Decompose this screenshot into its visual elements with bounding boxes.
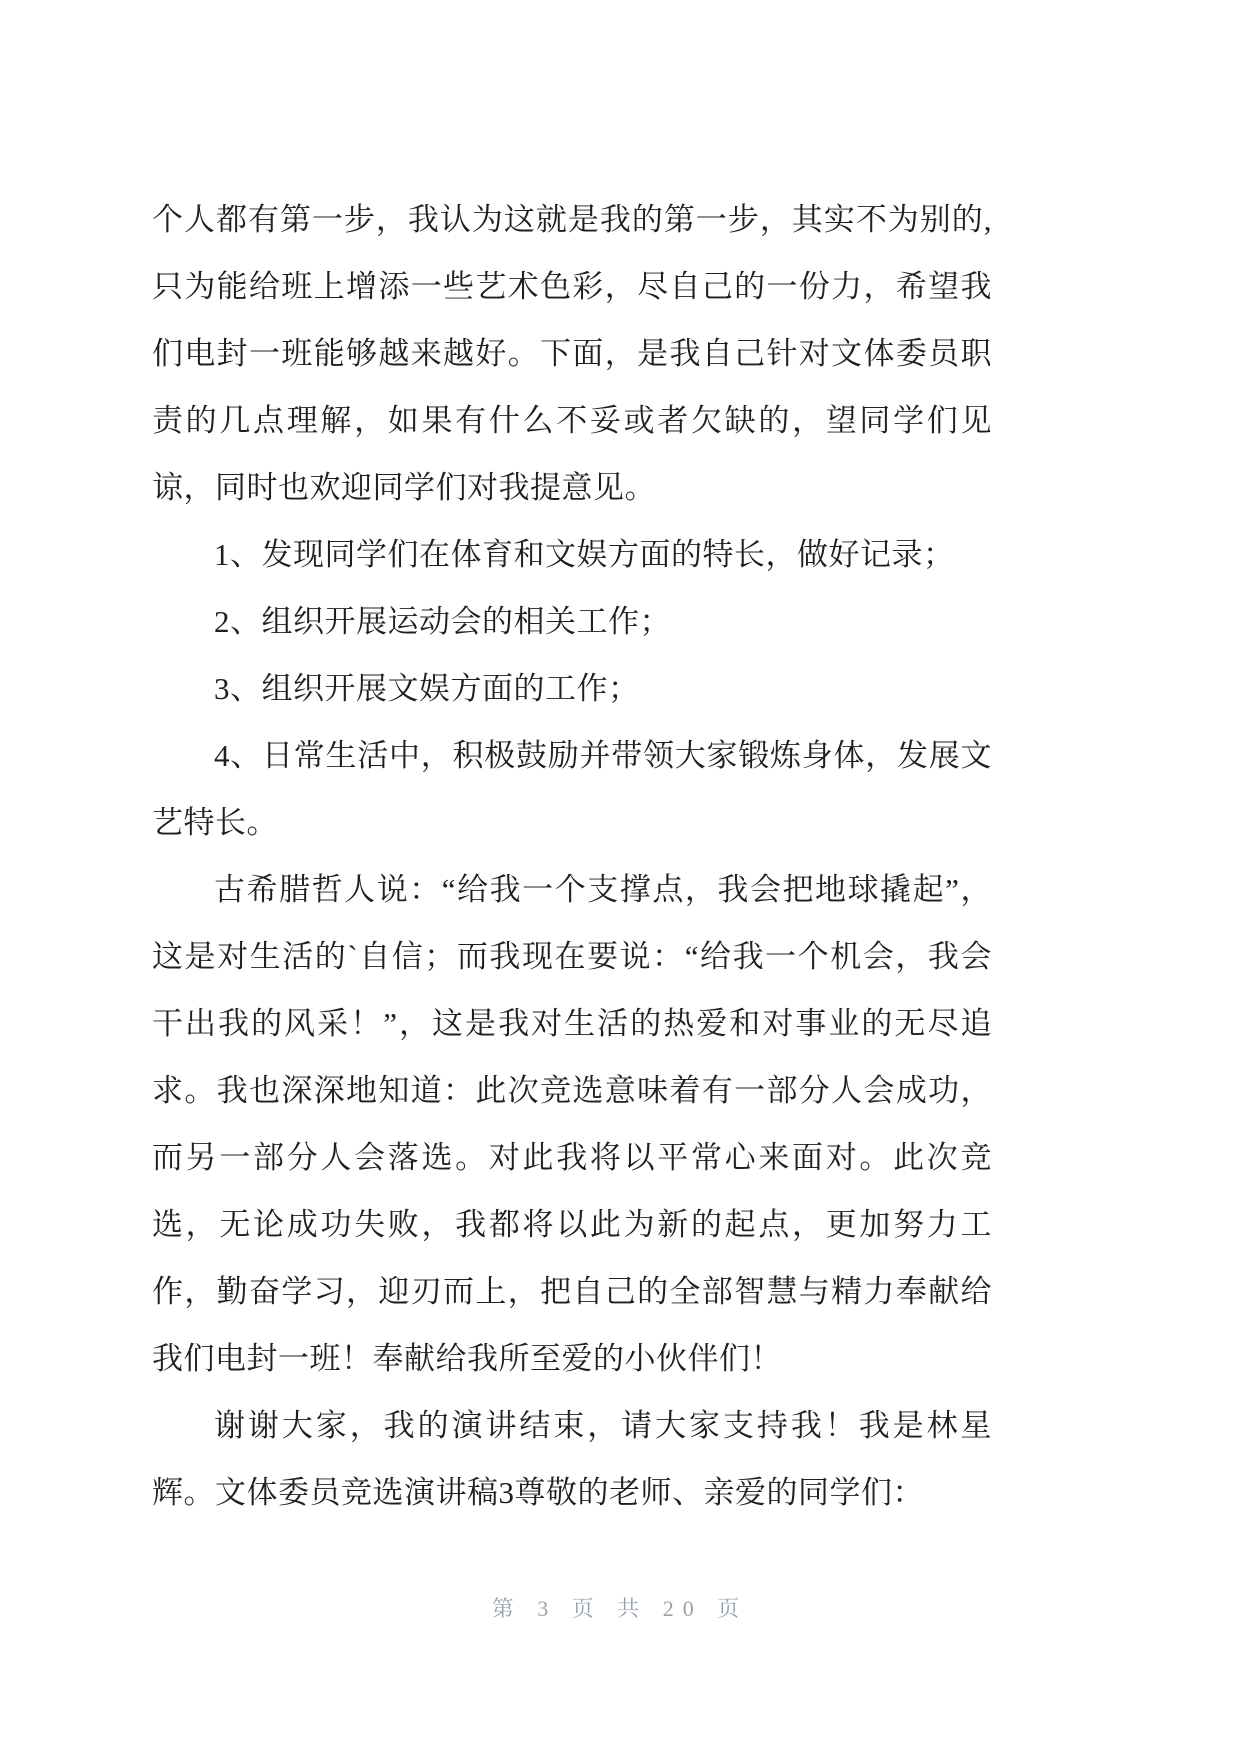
list-item-2: 2、组织开展运动会的相关工作； bbox=[214, 604, 671, 639]
list-item-3: 3、组织开展文娱方面的工作； bbox=[214, 671, 640, 706]
paragraph: 古希腊哲人说：“给我一个支撑点，我会把地球撬起”，这是对生活的`自信；而我现在要说：“给我一个机会，我会干出我的风采！”，这是我对生活的热爱和对事业的无尽追求。我也深深地知道：此次竞选意味着有一部分人会成功，而另一部分人会落选。对此我将以平常心来面对。此次竞选，无论成功失败，我都将以此为新的起点，更加努力工作，勤奋学习，迎刃而上，把自己的全部智慧与精力奉献给我们电封一班！奉献给我所至爱的小伙伴们！ bbox=[152, 872, 992, 1376]
page-footer: 第 3 页 共 20 页 bbox=[491, 1596, 749, 1621]
paragraph: 谢谢大家，我的演讲结束，请大家支持我！我是林星辉。文体委员竞选演讲稿3尊敬的老师、亲爱的同学们： bbox=[152, 1408, 992, 1510]
document-body bbox=[152, 186, 992, 1526]
paragraph: 个人都有第一步，我认为这就是我的第一步，其实不为别的,只为能给班上增添一些艺术色彩，尽自己的一份力，希望我们电封一班能够越来越好。下面，是我自己针对文体委员职责的几点理解，如果有什么不妥或者欠缺的，望同学们见谅，同时也欢迎同学们对我提意见。 bbox=[152, 202, 992, 505]
list-item-4: 4、日常生活中，积极鼓励并带领大家锻炼身体，发展文艺特长。 bbox=[152, 738, 992, 840]
list-item-1: 1、发现同学们在体育和文娱方面的特长，做好记录； bbox=[214, 537, 955, 572]
